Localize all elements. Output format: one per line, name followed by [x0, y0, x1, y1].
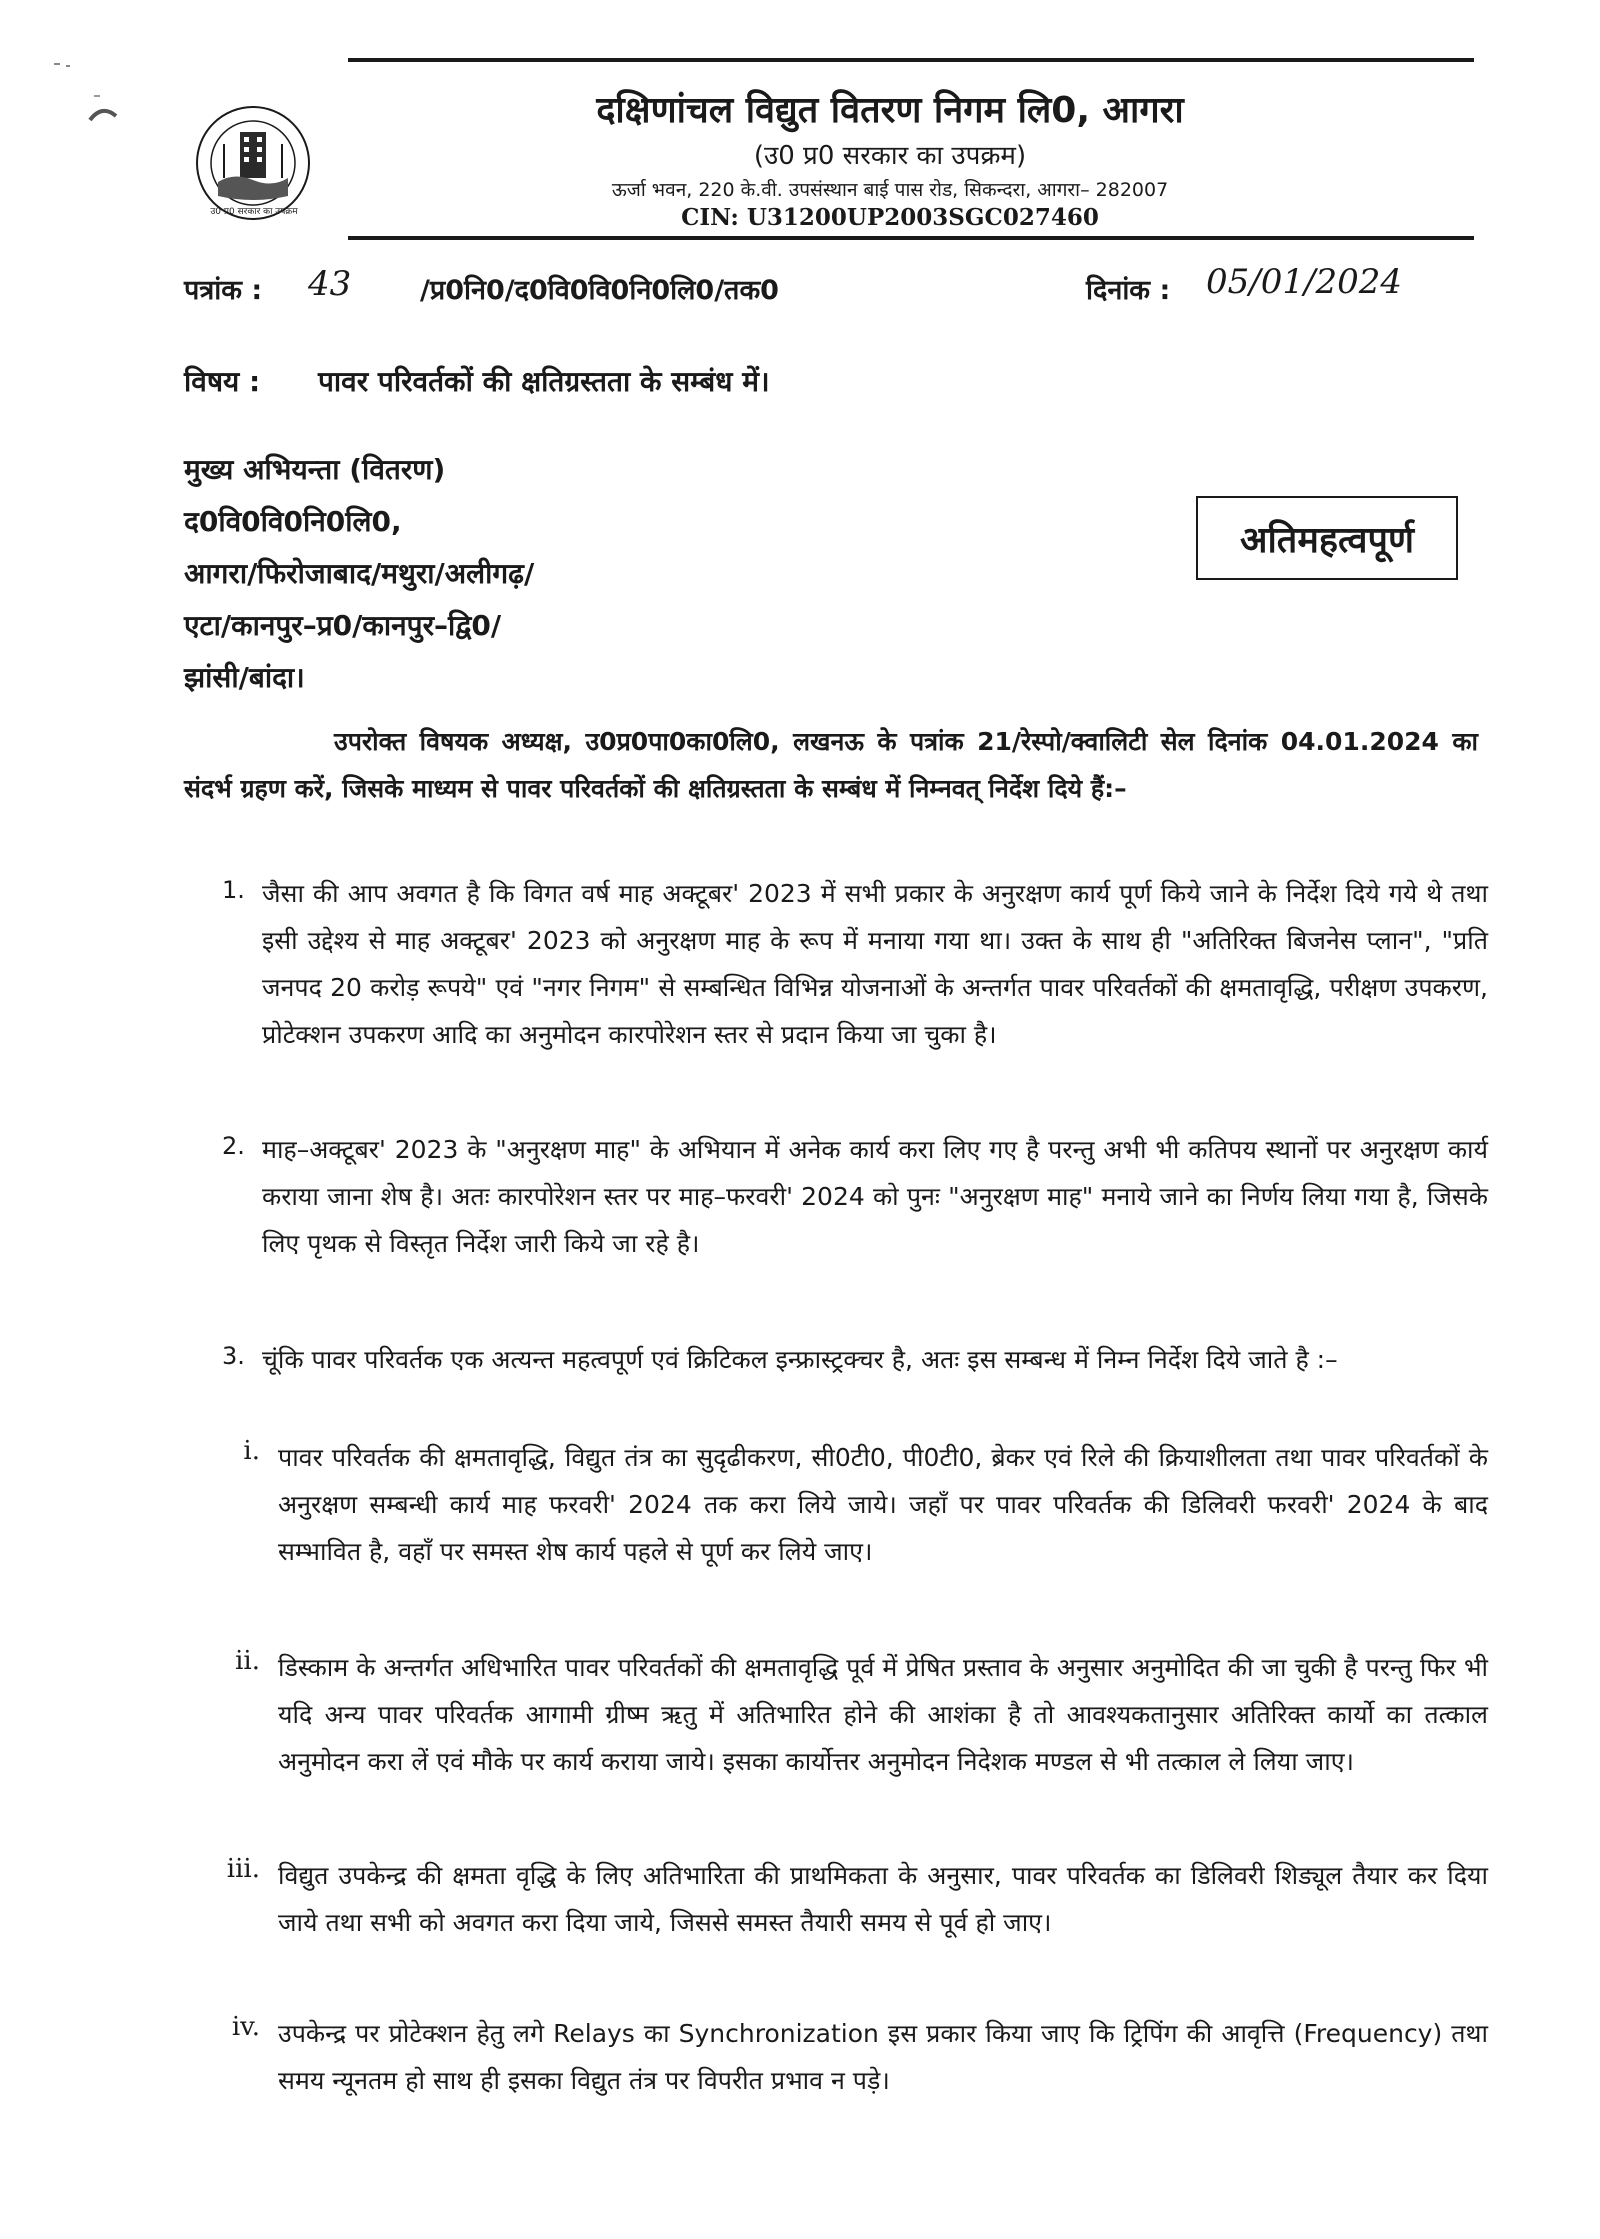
date-value: 05/01/2024: [1206, 262, 1402, 302]
addressee-line: झांसी/बांदा।: [184, 661, 305, 694]
letterhead-top-rule: [348, 58, 1474, 62]
date-label: दिनांक :: [1086, 275, 1171, 306]
scan-mark: [50, 60, 130, 150]
item-text: जैसा की आप अवगत है कि विगत वर्ष माह अक्टूबर' 2023 में सभी प्रकार के अनुरक्षण कार्य पूर्ण किये जाने के निर्देश दिये गये थे तथा इसी उद्देश्य से माह अक्टूबर' 2023 को अनुरक्षण माह के रूप में मनाया गया था। उक्त के साथ ही "अतिरिक्त बिजनेस प्लान", "प्रति जनपद 20 करोड़ रूपये" एवं "नगर निगम" से सम्बन्धित विभिन्न योजनाओं के अन्तर्गत पावर परिवर्तकों की क्षमतावृद्धि, परीक्षण उपकरण, प्रोटेक्शन उपकरण आदि का अनुमोदन कारपोरेशन स्तर से प्रदान किया जा चुका है।: [262, 879, 1488, 1049]
sub-item-number: iii.: [226, 1854, 260, 1884]
addressee-line: मुख्य अभियन्ता (वितरण): [184, 453, 446, 486]
sub-item-text: डिस्काम के अन्तर्गत अधिभारित पावर परिवर्तकों की क्षमतावृद्धि पूर्व में प्रेषित प्रस्ताव के अनुसार अनुमोदित की जा चुकी है परन्तु फिर भी यदि अन्य पावर परिवर्तक आगामी ग्रीष्म ऋतु में अतिभारित होने की आशंका है तो आवश्यकतानुसार अतिरिक्त कार्यो का तत्काल अनुमोदन करा लें एवं मौके पर कार्य कराया जाये। इसका कार्योत्तर अनुमोदन निदेशक मण्डल से भी तत्काल ले लिया जाए।: [278, 1653, 1488, 1776]
importance-stamp: अतिमहत्वपूर्ण: [1196, 496, 1458, 580]
organization-subtitle: (उ0 प्र0 सरकार का उपक्रम): [753, 141, 1027, 171]
addressee-line: आगरा/फिरोजाबाद/मथुरा/अलीगढ़/: [184, 557, 535, 590]
item-text: चूंकि पावर परिवर्तक एक अत्यन्त महत्वपूर्ण एवं क्रिटिकल इन्फ्रास्ट्रक्चर है, अतः इस सम्बन्ध में निम्न निर्देश दिये जाते है :–: [262, 1345, 1338, 1374]
reference-number: 43: [308, 264, 352, 304]
item-number: 3.: [222, 1342, 245, 1370]
sub-item-number: ii.: [235, 1646, 260, 1676]
item-text: माह–अक्टूबर' 2023 के "अनुरक्षण माह" के अभियान में अनेक कार्य करा लिए गए है परन्तु अभी भी कतिपय स्थानों पर अनुरक्षण कार्य कराया जाना शेष है। अतः कारपोरेशन स्तर पर माह–फरवरी' 2024 को पुनः "अनुरक्षण माह" मनाये जाने का निर्णय लिया गया है, जिसके लिए पृथक से विस्तृत निर्देश जारी किये जा रहे है।: [262, 1135, 1488, 1258]
item-number: 1.: [222, 876, 245, 904]
addressee-line: एटा/कानपुर–प्र0/कानपुर–द्वि0/: [184, 609, 502, 642]
subject-label: विषय :: [184, 365, 261, 398]
sub-item-text: पावर परिवर्तक की क्षमतावृद्धि, विद्युत तंत्र का सुदृढीकरण, सी0टी0, पी0टी0, ब्रेकर एवं रिले की क्रियाशीलता तथा पावर परिवर्तकों के अनुरक्षण सम्बन्धी कार्य माह फरवरी' 2024 तक करा लिये जाये। जहाँ पर पावर परिवर्तक की डिलिवरी फरवरी' 2024 के बाद सम्भावित है, वहाँ पर समस्त शेष कार्य पहले से पूर्ण कर लिये जाए।: [278, 1443, 1488, 1566]
letterhead-bottom-rule: [348, 236, 1474, 240]
sub-item-text: उपकेन्द्र पर प्रोटेक्शन हेतु लगे Relays का Synchronization इस प्रकार किया जाए कि ट्रिपिंग की आवृत्ति (Frequency) तथा समय न्यूनतम हो साथ ही इसका विद्युत तंत्र पर विपरीत प्रभाव न पड़े।: [278, 2019, 1488, 2095]
sub-item-number: iv.: [231, 2012, 260, 2042]
addressee-block: [184, 444, 534, 704]
intro-paragraph: उपरोक्त विषयक अध्यक्ष, उ0प्र0पा0का0लि0, लखनऊ के पत्रांक 21/रेस्पो/क्वालिटी सेल दिनांक 04.01.2024 का संदर्भ ग्रहण करें, जिसके माध्यम से पावर परिवर्तकों की क्षतिग्रस्तता के सम्बंध में निम्नवत् निर्देश दिये हैं:–: [184, 727, 1478, 803]
sub-item-number: i.: [243, 1436, 260, 1466]
sub-item-text: विद्युत उपकेन्द्र की क्षमता वृद्धि के लिए अतिभारिता की प्राथमिकता के अनुसार, पावर परिवर्तक का डिलिवरी शिड्यूल तैयार कर दिया जाये तथा सभी को अवगत करा दिया जाये, जिससे समस्त तैयारी समय से पूर्व हो जाए।: [278, 1861, 1488, 1937]
addressee-line: द0वि0वि0नि0लि0,: [184, 505, 402, 538]
organization-cin: CIN: U31200UP2003SGC027460: [681, 204, 1099, 231]
subject-text: पावर परिवर्तकों की क्षतिग्रस्तता के सम्बंध में।: [318, 365, 770, 398]
organization-name: दक्षिणांचल विद्युत वितरण निगम लि0, आगरा: [596, 90, 1184, 131]
reference-code: /प्र0नि0/द0वि0वि0नि0लि0/तक0: [420, 275, 779, 306]
reference-label: पत्रांक :: [184, 275, 263, 306]
logo-caption: उ0 प्र0 सरकार का उपक्रम: [210, 207, 298, 217]
item-number: 2.: [222, 1132, 245, 1160]
organization-address: ऊर्जा भवन, 220 के.वी. उपसंस्थान बाई पास रोड, सिकन्दरा, आगरा– 282007: [611, 179, 1169, 201]
